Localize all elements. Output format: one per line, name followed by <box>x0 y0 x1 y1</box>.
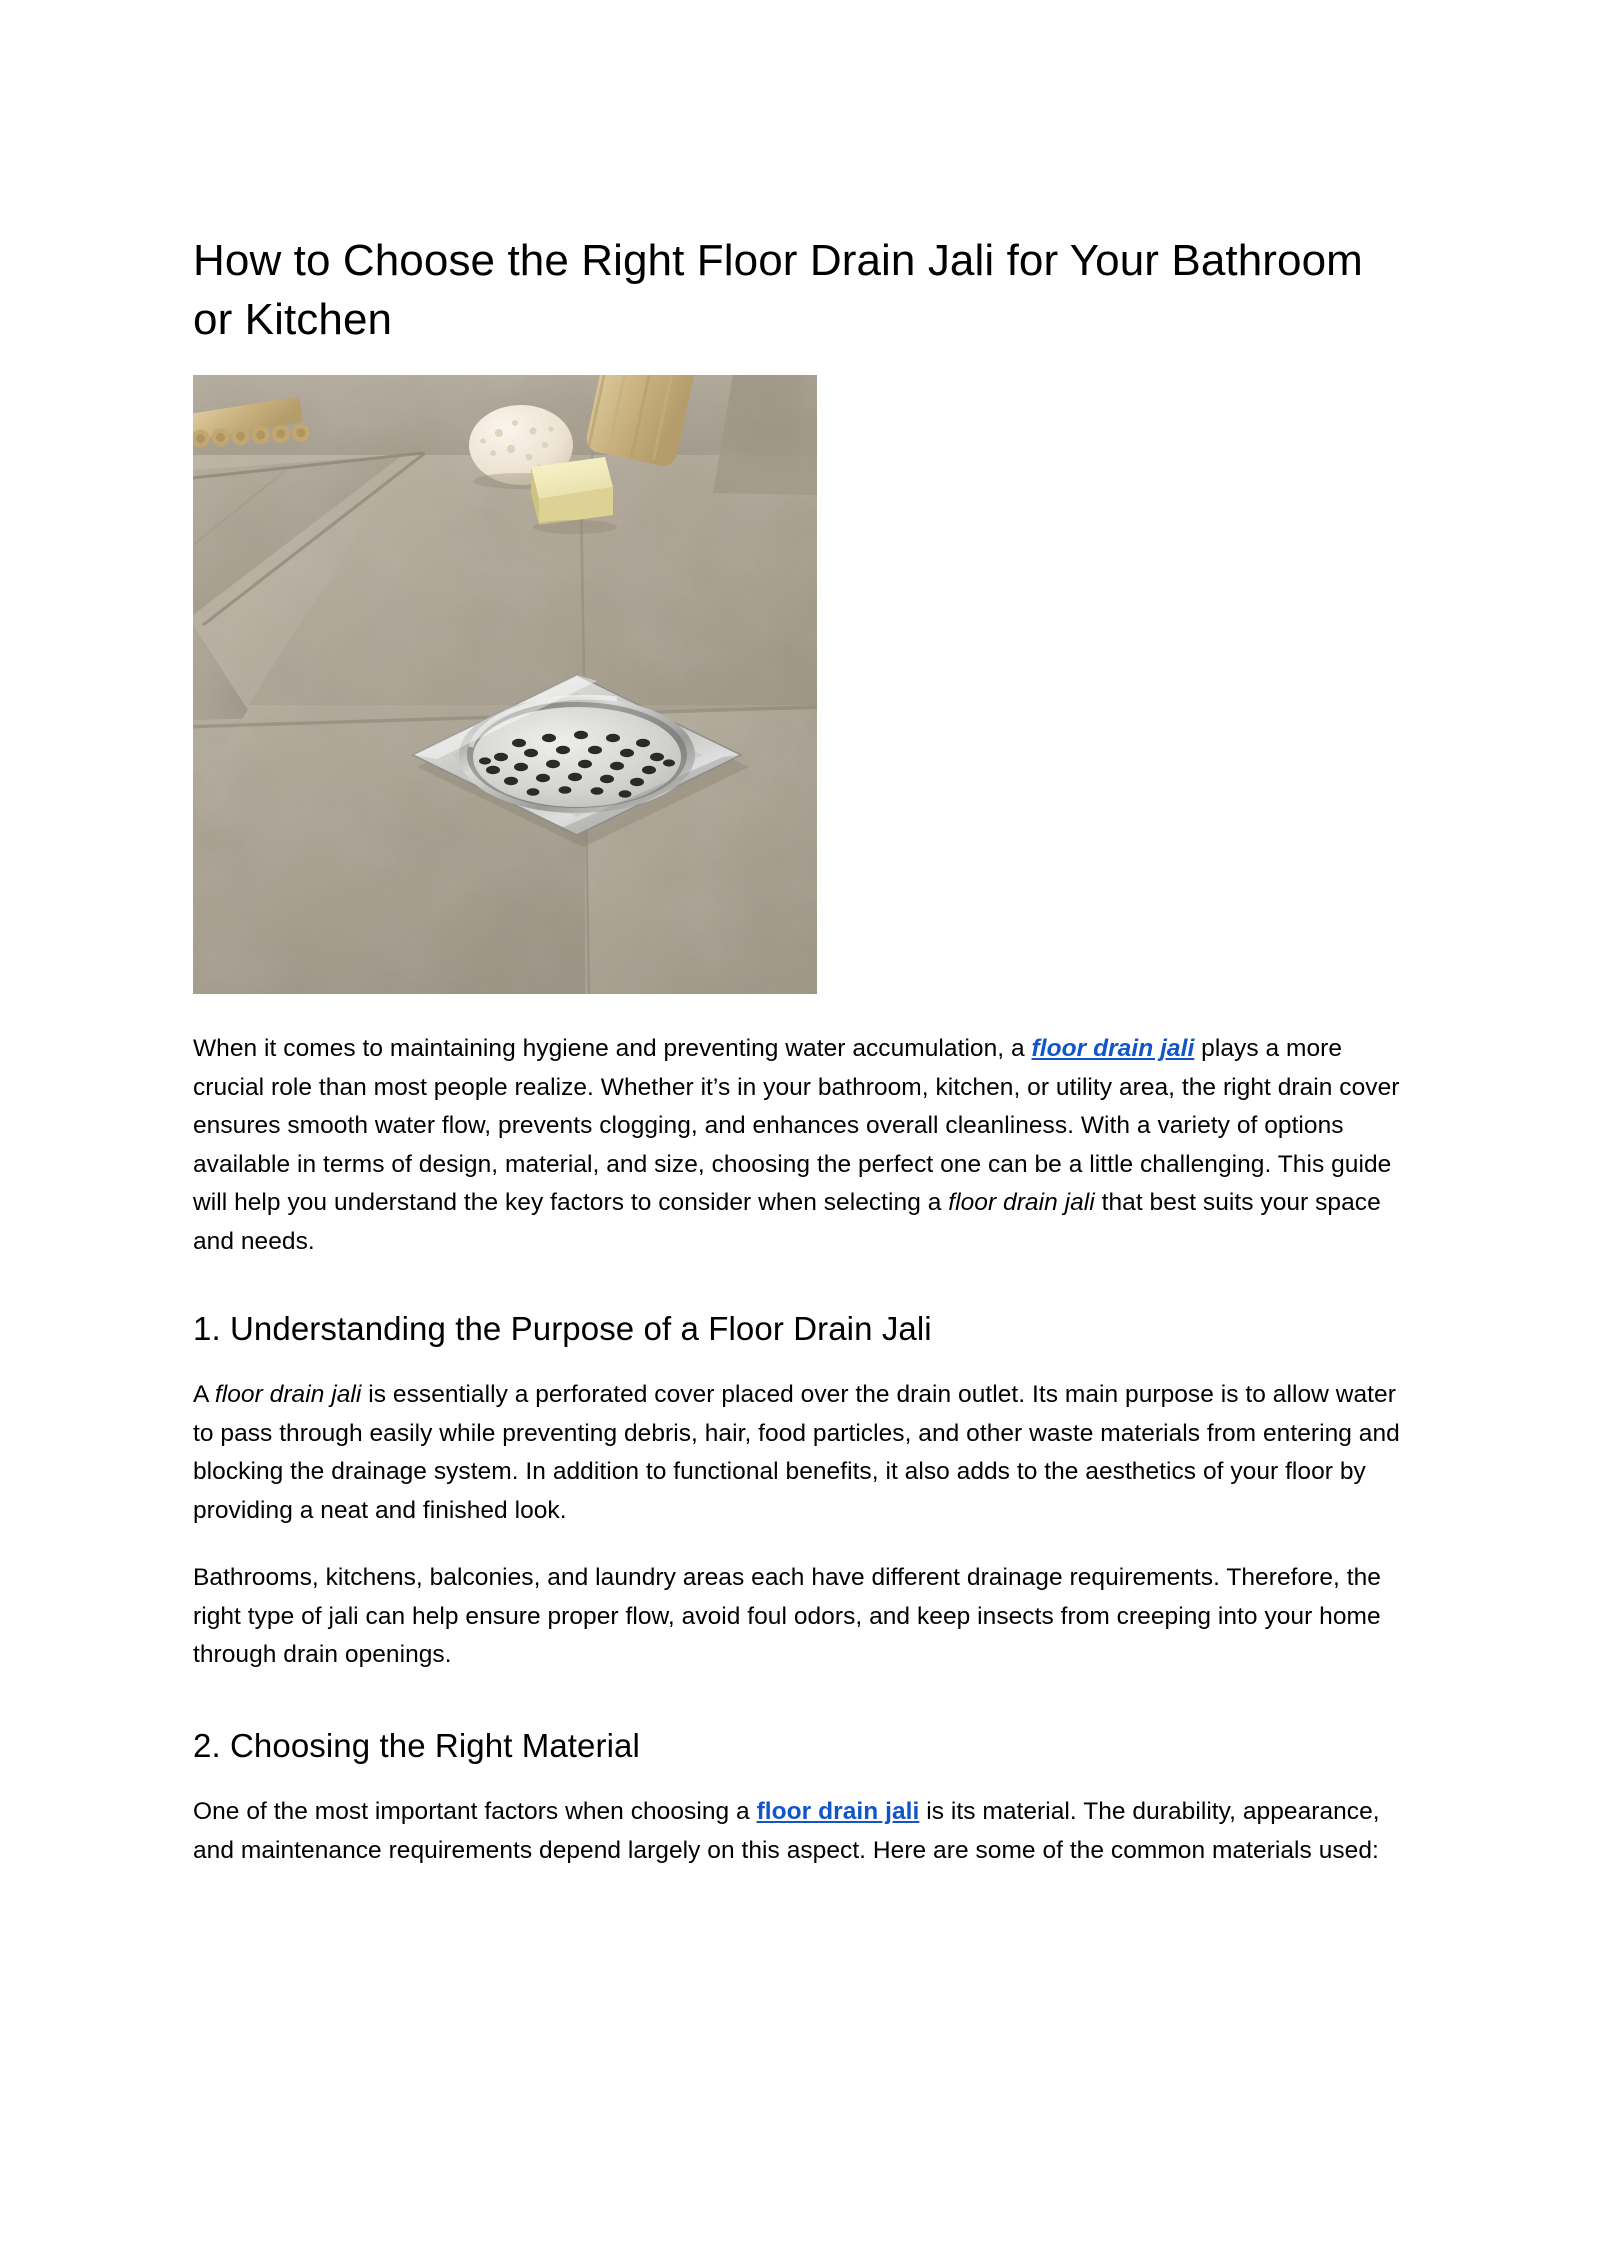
document-content <box>193 0 1408 1870</box>
hero-image-figure <box>193 375 817 994</box>
floor-drain-jali-term-2: floor drain jali <box>214 1381 362 1409</box>
intro-text-segment-3: that best suits your space and needs. <box>193 1189 1381 1255</box>
floor-drain-jali-term-1: floor drain jali <box>948 1189 1095 1217</box>
section-2-paragraph-1 <box>193 1793 1408 1870</box>
s1p1-segment-2: is essentially a perforated cover placed over the drain outlet. Its main purpose is to allow water to pass through easily while preventing debris, hair, food particles, and other waste materials from entering and blocking the drainage system. In addition to functional benefits, it also adds to the aesthetics of your floor by providing a neat and finished look. <box>193 1381 1400 1524</box>
section-1-paragraph-2: Bathrooms, kitchens, balconies, and laundry areas each have different drainage requirements. Therefore, the right type of jali can help ensure proper flow, avoid foul odors, and keep insects from creeping into your home through drain openings. <box>193 1564 1381 1669</box>
page-title: How to Choose the Right Floor Drain Jali for Your Bathroom or Kitchen <box>193 236 1363 344</box>
intro-paragraph <box>193 1030 1408 1261</box>
s2p1-segment-1: One of the most important factors when choosing a <box>193 1798 757 1826</box>
section-heading-1: 1. Understanding the Purpose of a Floor Drain Jali <box>193 1310 932 1348</box>
section-heading-2: 2. Choosing the Right Material <box>193 1726 640 1764</box>
section-1-paragraph-1 <box>193 1376 1408 1530</box>
intro-text-segment-1: When it comes to maintaining hygiene and preventing water accumulation, a <box>193 1035 1032 1063</box>
floor-drain-jali-link-2[interactable]: floor drain jali <box>756 1798 920 1826</box>
floor-drain-jali-link-1[interactable]: floor drain jali <box>1031 1035 1195 1063</box>
floor-drain-photo <box>193 375 817 994</box>
intro-text-segment-2: plays a more crucial role than most people realize. Whether it’s in your bathroom, kitchen, or utility area, the right drain cover ensures smooth water flow, prevents clogging, and enhances overall cleanliness. With a variety of options available in terms of design, material, and size, choosing the perfect one can be a little challenging. This guide will help you understand the key factors to consider when selecting a <box>193 1035 1400 1217</box>
s1p1-segment-1: A <box>193 1381 215 1409</box>
s2p1-segment-2: is its material. The durability, appearance, and maintenance requirements depend largely on this aspect. Here are some of the common materials used: <box>193 1798 1380 1864</box>
